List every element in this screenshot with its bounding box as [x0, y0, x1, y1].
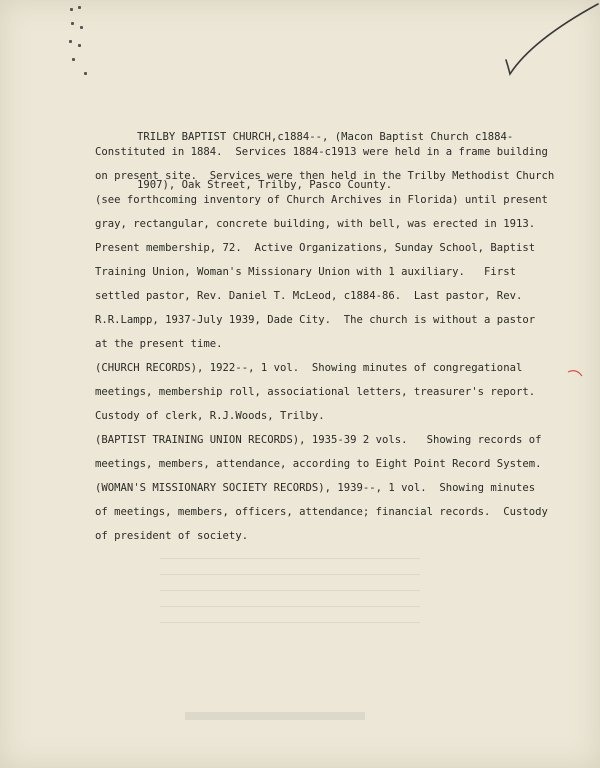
red-pencil-mark-icon [566, 368, 584, 382]
body-line: Present membership, 72. Active Organizations, Sunday School, Baptist [95, 242, 536, 254]
body-line: of meetings, members, officers, attendance; financial records. Custody [95, 506, 548, 518]
heading-line: 1907), Oak Street, Trilby, Pasco County. [137, 179, 393, 191]
punch-hole-marks [64, 0, 94, 80]
body-line: at the present time. [95, 338, 223, 350]
body-line: settled pastor, Rev. Daniel T. McLeod, c1884-86. Last pastor, Rev. [95, 290, 523, 302]
body-line: Training Union, Woman's Missionary Union with 1 auxiliary. First [95, 266, 516, 278]
body-line: on present site. Services were then held in the Trilby Methodist Church [95, 170, 555, 182]
body-line: (WOMAN'S MISSIONARY SOCIETY RECORDS), 1939--, 1 vol. Showing minutes [95, 482, 536, 494]
body-line: (see forthcoming inventory of Church Archives in Florida) until present [95, 194, 548, 206]
body-line: gray, rectangular, concrete building, with bell, was erected in 1913. [95, 218, 536, 230]
document-body [95, 140, 565, 548]
body-line: (CHURCH RECORDS), 1922--, 1 vol. Showing minutes of congregational [95, 362, 523, 374]
body-line: meetings, membership roll, associational letters, treasurer's report. [95, 386, 536, 398]
body-line: of president of society. [95, 530, 249, 542]
reverse-side-bleed-through [185, 712, 365, 720]
pen-check-mark-icon [492, 0, 600, 80]
body-line: R.R.Lampp, 1937-July 1939, Dade City. The church is without a pastor [95, 314, 536, 326]
body-line: Custody of clerk, R.J.Woods, Trilby. [95, 410, 325, 422]
heading-line: TRILBY BAPTIST CHURCH,c1884--, (Macon Baptist Church c1884- [137, 131, 514, 143]
body-line: meetings, members, attendance, according to Eight Point Record System. [95, 458, 542, 470]
body-line: Constituted in 1884. Services 1884-c1913 were held in a frame building [95, 146, 548, 158]
body-line: (BAPTIST TRAINING UNION RECORDS), 1935-39 2 vols. Showing records of [95, 434, 542, 446]
reverse-side-bleed-through [160, 548, 420, 628]
